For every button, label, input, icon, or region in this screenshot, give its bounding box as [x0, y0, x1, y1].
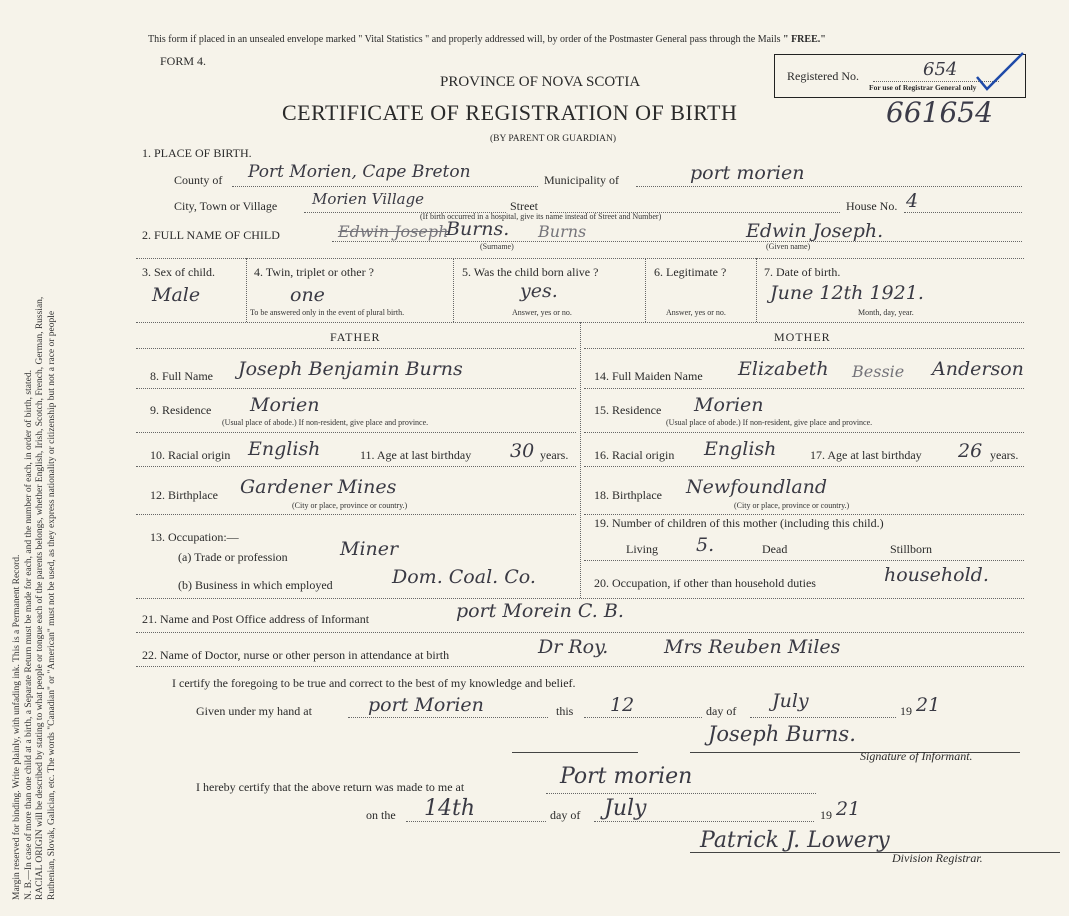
given-year-value: 21 [916, 694, 941, 716]
street-label: Street [510, 199, 538, 213]
father-name-value: Joseph Benjamin Burns [238, 358, 463, 380]
mother-birthplace-label: 18. Birthplace [594, 488, 662, 502]
living-value: 5. [696, 534, 715, 556]
mother-occupation-value: household. [884, 564, 989, 586]
alive-value: yes. [520, 280, 558, 302]
children-count-label: 19. Number of children of this mother (including this child.) [594, 516, 884, 530]
alive-note: Answer, yes or no. [512, 308, 572, 317]
informant-signature: Joseph Burns. [708, 722, 856, 746]
given-name-note: (Given name) [766, 242, 811, 251]
birth-date-note: Month, day, year. [858, 308, 914, 317]
business-value: Dom. Coal. Co. [392, 566, 536, 588]
child-surname: Burns. [446, 218, 510, 240]
father-birthplace-value: Gardener Mines [240, 476, 397, 498]
father-abode-note: (Usual place of abode.) If non-resident, give place and province. [222, 418, 429, 427]
given-day-value: 12 [610, 694, 635, 716]
notice-vital-statistics: " Vital Statistics " [358, 34, 430, 45]
trade-label: (a) Trade or profession [178, 550, 288, 564]
father-birthplace-note: (City or place, province or country.) [292, 501, 408, 510]
municipality-label: Municipality of [544, 173, 619, 187]
doctor-label: 22. Name of Doctor, nurse or other person in attendance at birth [142, 648, 450, 662]
stillborn-label: Stillborn [890, 542, 933, 556]
margin-line-2: N. B.—In case of more than one child at a birth, a Separate Return must be made for each, and the number of each, in order of birth, stated. [23, 370, 34, 900]
certificate-title: CERTIFICATE OF REGISTRATION OF BIRTH [282, 100, 738, 125]
city-label: City, Town or Village [174, 199, 278, 213]
mother-race-value: English [704, 438, 777, 460]
mother-age-label: 17. Age at last birthday [810, 448, 922, 462]
house-value: 4 [906, 190, 919, 212]
birth-date-label: 7. Date of birth. [764, 265, 841, 279]
informant-value: port Morein C. B. [456, 600, 624, 622]
occupation-label: 13. Occupation:— [150, 530, 239, 544]
twin-note: To be answered only in the event of plural birth. [250, 308, 405, 317]
hospital-note: (If birth occurred in a hospital, give its name instead of Street and Number) [420, 212, 662, 221]
registrar-general-note: For use of Registrar General only [869, 83, 977, 92]
notice-prefix: This form if placed in an unsealed envelope marked [148, 34, 356, 45]
legitimate-label: 6. Legitimate ? [654, 265, 727, 279]
notice-free: " FREE." [783, 34, 826, 45]
registrar-statement: I hereby certify that the above return was made to me at [196, 780, 465, 794]
father-race-label: 10. Racial origin [150, 448, 231, 462]
mother-name-value: Elizabeth [738, 358, 829, 380]
county-label: County of [174, 173, 223, 187]
mother-age-value: 26 [958, 440, 983, 462]
registrar-signature: Patrick J. Lowery [700, 828, 890, 853]
father-residence-label: 9. Residence [150, 403, 212, 417]
surname-note: (Surname) [480, 242, 514, 251]
child-name-crossed-out: Edwin Joseph [338, 222, 449, 241]
registrar-day-value: 14th [424, 796, 476, 821]
living-label: Living [626, 542, 658, 556]
mother-abode-note: (Usual place of abode.) If non-resident, give place and province. [666, 418, 873, 427]
sex-label: 3. Sex of child. [142, 265, 215, 279]
certificate-subtitle: (BY PARENT OR GUARDIAN) [490, 134, 617, 144]
mother-years: years. [990, 448, 1019, 462]
sex-value: Male [152, 284, 201, 306]
father-years: years. [540, 448, 569, 462]
business-label: (b) Business in which employed [178, 578, 333, 592]
mother-birthplace-value: Newfoundland [686, 476, 828, 498]
margin-line-3: RACIAL ORIGIN will be described by stating to what people or tongue each of the parents belongs, whether English, Irish, Scotch, French, German, Russian, [35, 296, 45, 900]
given-month-value: July [772, 690, 809, 712]
province-heading: PROVINCE OF NOVA SCOTIA [440, 74, 641, 90]
registered-number: 654 [923, 59, 958, 80]
doctor-value: Dr Roy. [538, 636, 609, 658]
mother-birthplace-note: (City or place, province or country.) [734, 501, 850, 510]
notice-middle: and properly addressed will, by order of the Postmaster General pass through the Mails [431, 34, 781, 45]
mother-occupation-label: 20. Occupation, if other than household duties [594, 576, 816, 590]
county-value: Port Morien, Cape Breton [248, 162, 471, 182]
given-place-value: port Morien [368, 694, 484, 716]
mother-name-label: 14. Full Maiden Name [594, 369, 703, 383]
form-number: FORM 4. [160, 54, 207, 68]
margin-instructions [12, 20, 58, 900]
father-age-value: 30 [510, 440, 535, 462]
mother-name-last: Anderson [932, 358, 1024, 380]
margin-line-1: Margin reserved for binding. Write plainly, with unfading ink. This is a Permanent Record. [12, 554, 22, 900]
father-residence-value: Morien [250, 394, 320, 416]
child-name-label: 2. FULL NAME OF CHILD [142, 228, 280, 242]
twin-value: one [290, 284, 325, 306]
child-given-name: Edwin Joseph. [746, 220, 884, 242]
mother-race-label: 16. Racial origin [594, 448, 675, 462]
mother-heading: MOTHER [774, 330, 831, 344]
given-under-label: Given under my hand at [196, 704, 312, 718]
this-label: this [556, 704, 574, 718]
certify-statement: I certify the foregoing to be true and correct to the best of my knowledge and belief. [172, 676, 576, 690]
father-race-value: English [248, 438, 321, 460]
city-value: Morien Village [312, 190, 425, 208]
handwritten-cert-number: 661654 [886, 96, 993, 129]
place-heading: 1. PLACE OF BIRTH. [142, 146, 252, 160]
trade-value: Miner [340, 538, 399, 560]
registrar-label: Division Registrar. [892, 851, 983, 865]
father-birthplace-label: 12. Birthplace [150, 488, 218, 502]
house-label: House No. [846, 199, 898, 213]
father-name-label: 8. Full Name [150, 369, 213, 383]
doctor-value-2: Mrs Reuben Miles [664, 636, 841, 658]
margin-line-4: Ruthenian, Slovak, Galician, etc. The words "Canadian" or "American" must not be used, as they express nationality or citizenship but not a race or people [46, 310, 57, 900]
father-age-label: 11. Age at last birthday [360, 448, 472, 462]
registered-label: Registered No. [787, 69, 859, 83]
checkmark-icon [971, 49, 1027, 97]
mother-residence-value: Morien [694, 394, 764, 416]
registrar-place-value: Port morien [560, 764, 693, 789]
informant-label: 21. Name and Post Office address of Informant [142, 612, 370, 626]
year-prefix: 19 [900, 704, 912, 718]
registrar-year-prefix: 19 [820, 808, 832, 822]
child-surname-faint: Burns [538, 222, 587, 241]
municipality-value: port morien [690, 162, 805, 184]
registrar-day-of-label: day of [550, 808, 581, 822]
father-heading: FATHER [330, 330, 381, 344]
registrar-month-value: July [604, 796, 647, 821]
day-of-label: day of [706, 704, 737, 718]
informant-signature-label: Signature of Informant. [860, 749, 973, 763]
registrar-year-value: 21 [836, 798, 861, 820]
registration-box [774, 54, 1026, 98]
alive-label: 5. Was the child born alive ? [462, 265, 599, 279]
legitimate-note: Answer, yes or no. [666, 308, 726, 317]
mail-notice [148, 34, 826, 45]
mother-name-faint: Bessie [852, 362, 905, 381]
mother-residence-label: 15. Residence [594, 403, 662, 417]
twin-label: 4. Twin, triplet or other ? [254, 265, 374, 279]
dead-label: Dead [762, 542, 788, 556]
on-the-label: on the [366, 808, 396, 822]
birth-date-value: June 12th 1921. [770, 282, 924, 304]
